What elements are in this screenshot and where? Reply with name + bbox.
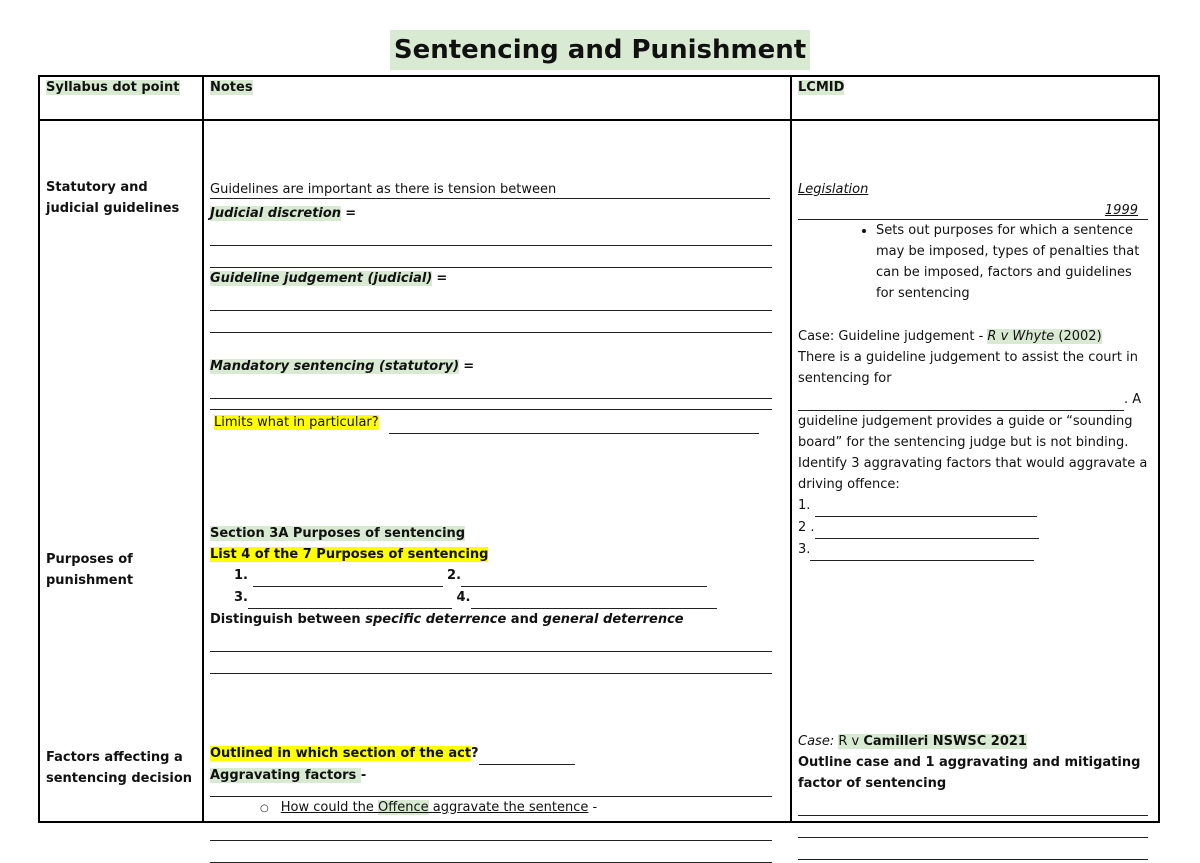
purposes-row-1 bbox=[210, 565, 776, 587]
blank-line[interactable] bbox=[210, 652, 772, 674]
blank-line[interactable] bbox=[210, 311, 772, 333]
case2-label: Case: bbox=[798, 734, 835, 749]
purpose-blank-4[interactable] bbox=[471, 587, 717, 609]
blank-line[interactable] bbox=[210, 399, 772, 410]
outlined-row bbox=[210, 743, 776, 765]
factor-3 bbox=[798, 539, 1148, 561]
offence-dash: - bbox=[588, 800, 598, 815]
section-3a-heading: Section 3A Purposes of sentencing bbox=[210, 526, 466, 541]
camilleri-task: Outline case and 1 aggravating and mitigating factor of sentencing bbox=[798, 755, 1141, 791]
act-blank-row[interactable] bbox=[798, 200, 1148, 220]
purposes-row-2 bbox=[210, 587, 776, 609]
whyte-case-row bbox=[798, 326, 1148, 347]
offence-question bbox=[210, 797, 776, 819]
aggravating-label: Aggravating factors bbox=[210, 768, 361, 783]
header-syllabus bbox=[39, 76, 203, 120]
factor-num-1: 1. bbox=[798, 498, 815, 513]
factor-num-2: 2 . bbox=[798, 520, 815, 535]
blank-line[interactable] bbox=[210, 289, 772, 311]
purpose-num-2: 2. bbox=[447, 568, 462, 583]
syllabus-column bbox=[39, 120, 203, 822]
content-row bbox=[39, 120, 1159, 822]
purpose-num-4: 4. bbox=[456, 590, 471, 605]
purpose-num-3: 3. bbox=[234, 590, 248, 605]
factor-2 bbox=[798, 517, 1148, 539]
case-name: R v Whyte bbox=[987, 329, 1055, 344]
offence-text-c: aggravate the sentence bbox=[428, 800, 589, 815]
guideline-judgement-label: Guideline judgement (judicial) bbox=[210, 271, 433, 286]
dash: - bbox=[360, 768, 367, 783]
purpose-num-1: 1. bbox=[234, 568, 248, 583]
blank-line[interactable] bbox=[210, 819, 772, 841]
blank-line[interactable] bbox=[210, 630, 772, 652]
equals-sign: = bbox=[436, 271, 448, 286]
and-text: and bbox=[506, 612, 543, 627]
factor-blank-3[interactable] bbox=[810, 539, 1034, 561]
act-year: 1999 bbox=[1104, 203, 1138, 218]
legislation-label: Legislation bbox=[798, 182, 869, 197]
list-4-heading: List 4 of the 7 Purposes of sentencing bbox=[210, 547, 489, 562]
purpose-blank-2[interactable] bbox=[461, 565, 707, 587]
factor-num-3: 3. bbox=[798, 542, 811, 557]
sentencing-table bbox=[38, 75, 1160, 823]
header-row bbox=[39, 76, 1159, 120]
qmark: ? bbox=[471, 746, 479, 761]
blank-line[interactable] bbox=[798, 816, 1148, 838]
general-deterrence: general deterrence bbox=[542, 612, 684, 627]
purpose-blank-3[interactable] bbox=[248, 587, 452, 609]
dot-point-statutory: Statutory and judicial guidelines bbox=[46, 180, 180, 216]
whyte-blank[interactable] bbox=[798, 389, 1124, 411]
purpose-blank-1[interactable] bbox=[253, 565, 443, 587]
header-notes-label: Notes bbox=[210, 80, 253, 95]
equals-sign: = bbox=[463, 359, 475, 374]
blank-line[interactable] bbox=[210, 786, 772, 797]
circle-bullet-icon: ○ bbox=[260, 803, 269, 814]
judicial-discretion-row bbox=[210, 203, 776, 224]
equals-sign: = bbox=[345, 206, 357, 221]
header-lcmid bbox=[791, 76, 1159, 120]
legislation-bullets bbox=[798, 220, 1148, 304]
lcmid-column bbox=[791, 120, 1159, 822]
blank-line[interactable] bbox=[798, 794, 1148, 816]
mandatory-sentencing-row bbox=[210, 356, 776, 377]
limits-question: Limits what in particular? bbox=[214, 415, 379, 430]
blank-line[interactable] bbox=[210, 377, 772, 399]
camilleri-case-row bbox=[798, 731, 1152, 752]
limits-row bbox=[210, 412, 776, 434]
guidelines-intro: Guidelines are important as there is tension between bbox=[210, 182, 557, 197]
blank-line[interactable] bbox=[210, 224, 772, 246]
case-label: Case: Guideline judgement - bbox=[798, 329, 988, 344]
blank-line[interactable] bbox=[210, 246, 772, 268]
guideline-judgement-row bbox=[210, 268, 776, 289]
notes-column bbox=[203, 120, 791, 822]
offence-text-b: Offence bbox=[378, 800, 429, 815]
header-syllabus-label: Syllabus dot point bbox=[46, 80, 180, 95]
whyte-text-2: . A guideline judgement provides a guide or “sounding board” for the sentencing judge but is not binding. Identify 3 aggravating factors that would aggravate a driving offence: bbox=[798, 392, 1148, 492]
distinguish-row bbox=[210, 609, 776, 630]
dot-point-factors: Factors affecting a sentencing decision bbox=[46, 750, 193, 786]
legislation-bullet: • Sets out purposes for which a sentence may be imposed, types of penalties that can be imposed, factors and guidelines for sentencing bbox=[876, 220, 1148, 304]
section-blank[interactable] bbox=[479, 743, 575, 765]
dot-point-purposes: Purposes of punishment bbox=[46, 552, 134, 588]
whyte-text-1: There is a guideline judgement to assist the court in sentencing for bbox=[798, 350, 1138, 386]
blank-line[interactable] bbox=[798, 838, 1148, 860]
header-notes bbox=[203, 76, 791, 120]
mandatory-sentencing-label: Mandatory sentencing (statutory) bbox=[210, 359, 460, 374]
page-title-wrap bbox=[0, 30, 1200, 70]
limits-blank[interactable] bbox=[389, 412, 759, 434]
whyte-text-block bbox=[798, 389, 1148, 495]
case2-name: Camilleri NSWSC 2021 bbox=[863, 734, 1027, 749]
factor-blank-2[interactable] bbox=[815, 517, 1039, 539]
page-title: Sentencing and Punishment bbox=[390, 30, 810, 70]
case-year: (2002) bbox=[1054, 329, 1102, 344]
judicial-discretion-label: Judicial discretion bbox=[210, 206, 342, 221]
offence-text-a: How could the bbox=[280, 800, 379, 815]
factor-1 bbox=[798, 495, 1148, 517]
blank-line[interactable] bbox=[210, 841, 772, 863]
factor-blank-1[interactable] bbox=[815, 495, 1037, 517]
header-lcmid-label: LCMID bbox=[798, 80, 845, 95]
distinguish-text: Distinguish between bbox=[210, 612, 366, 627]
aggravating-row bbox=[210, 765, 776, 786]
outlined-question: Outlined in which section of the act bbox=[210, 746, 472, 761]
case2-rv: R v bbox=[838, 734, 864, 749]
specific-deterrence: specific deterrence bbox=[365, 612, 507, 627]
